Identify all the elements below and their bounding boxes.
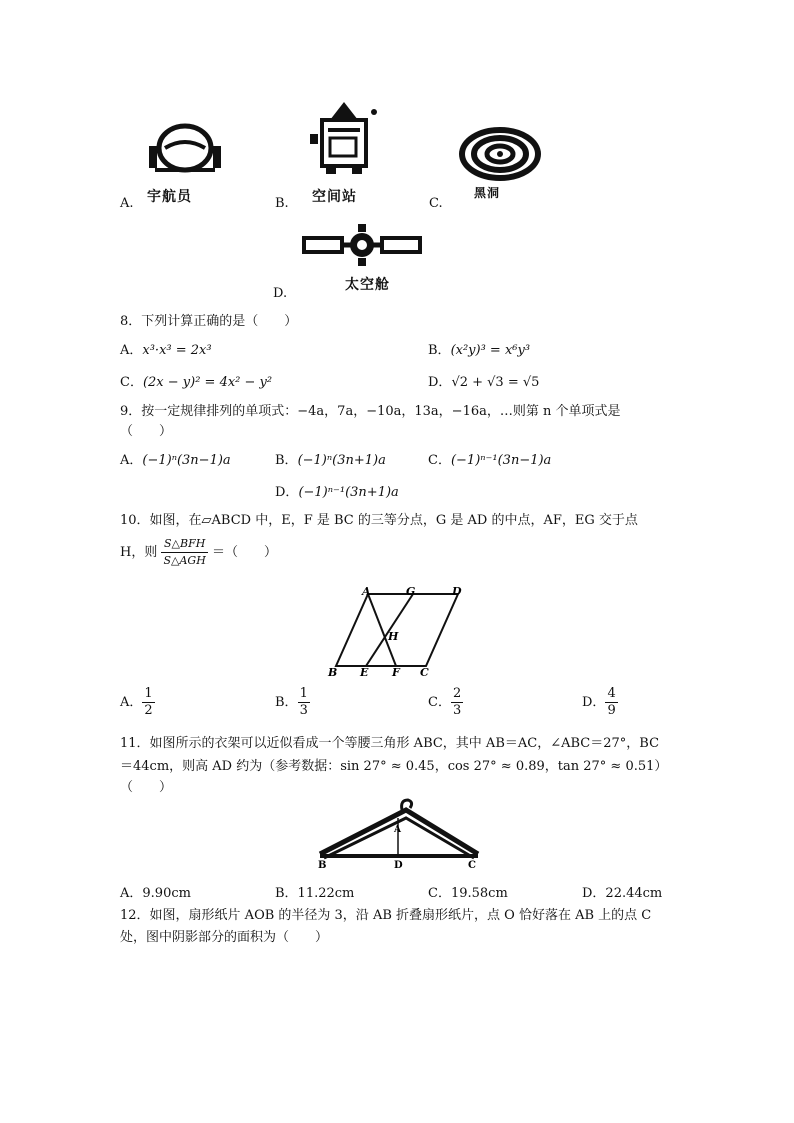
q9-option-b <box>275 449 386 468</box>
q10-c-label: C． <box>428 695 451 710</box>
q7-option-c-label: C. <box>429 196 443 211</box>
q9-b-expr: (−1)ⁿ(3n+1)a <box>297 453 386 468</box>
space-station-icon <box>304 98 384 178</box>
q12-stem-line2: 处，图中阴影部分的面积为（ ） <box>120 930 329 945</box>
q9-a-label: A． <box>120 453 143 468</box>
q10-d-label: D． <box>582 695 606 710</box>
q10-a-den: 2 <box>144 703 153 718</box>
q10-stem-suffix: ＝（ ） <box>211 545 277 560</box>
q9-answer-paren: （ ） <box>120 424 173 439</box>
astronaut-icon <box>145 118 227 180</box>
q8-option-c <box>120 371 272 390</box>
q7-option-d-label: D. <box>273 286 288 301</box>
q11-option-d: D．22.44cm <box>582 886 663 901</box>
q10-option-b <box>275 686 310 719</box>
q8-d-expr: √2 + √3 = √5 <box>451 375 540 390</box>
q10-option-c <box>428 686 463 719</box>
q10-option-d <box>582 686 618 719</box>
q9-c-label: C． <box>428 453 451 468</box>
q11-option-b: B．11.22cm <box>275 886 355 901</box>
q10-point-b: B <box>328 666 338 678</box>
q7-image-b-caption: 空间站 <box>312 189 357 205</box>
space-capsule-icon <box>300 222 424 272</box>
q10-point-c: C <box>420 666 429 678</box>
q10-d-num: 4 <box>607 686 616 701</box>
q10-area-ratio <box>161 536 207 569</box>
q10-point-g: G <box>406 585 416 598</box>
q9-c-expr: (−1)ⁿ⁻¹(3n−1)a <box>450 453 552 468</box>
q10-point-a: A <box>362 585 371 598</box>
q11-point-c: C <box>468 860 476 870</box>
q7-option-b-label: B. <box>275 196 289 211</box>
q10-d-frac <box>605 686 617 719</box>
q7-image-a-caption: 宇航员 <box>147 189 192 205</box>
q8-c-expr: (2x − y)² = 4x² − y² <box>142 375 273 390</box>
q7-option-a-label: A. <box>120 196 134 211</box>
q7-image-d-caption: 太空舱 <box>345 277 390 293</box>
q10-c-den: 3 <box>452 703 462 718</box>
q7-image-c-caption: 黑洞 <box>474 186 501 200</box>
q8-b-label: B． <box>428 343 451 358</box>
q11-point-b: B <box>318 860 327 870</box>
q8-a-label: A． <box>120 343 143 358</box>
q8-d-label: D． <box>428 375 452 390</box>
q10-a-frac <box>142 686 154 719</box>
q8-b-expr: (x²y)³ = x⁶y³ <box>450 343 531 358</box>
q9-d-label: D． <box>275 485 299 500</box>
q11-option-a: A．9.90cm <box>120 886 191 901</box>
q10-c-num: 2 <box>452 686 462 701</box>
q8-c-label: C． <box>120 375 143 390</box>
q11-point-d: D <box>394 860 403 870</box>
q10-b-frac <box>298 686 310 719</box>
black-hole-icon <box>458 124 542 182</box>
q10-c-frac <box>451 686 463 719</box>
q10-stem-line2 <box>120 536 277 569</box>
q10-stem-prefix: H，则 <box>120 545 158 560</box>
q10-b-label: B． <box>275 695 298 710</box>
q10-a-label: A． <box>120 695 143 710</box>
q11-option-c: C．19.58cm <box>428 886 508 901</box>
q11-stem-line2: ＝44cm，则高 AD 约为（参考数据：sin 27° ≈ 0.45，cos 27° ≈ 0.89，tan 27° ≈ 0.51） <box>120 759 668 774</box>
q9-d-expr: (−1)ⁿ⁻¹(3n+1)a <box>298 485 399 500</box>
q11-stem: 11．如图所示的衣架可以近似看成一个等腰三角形 ABC，其中 AB＝AC，∠ABC＝27°，BC <box>120 736 660 751</box>
q8-a-expr: x³·x³ = 2x³ <box>142 343 212 358</box>
q11-hanger-figure <box>310 796 490 870</box>
q10-option-a <box>120 686 155 719</box>
q9-stem: 9．按一定规律排列的单项式：−4a，7a，−10a，13a，−16a，…则第 n 个单项式是 <box>120 404 621 419</box>
q10-a-num: 1 <box>144 686 153 701</box>
q9-option-d <box>275 481 399 500</box>
q9-a-expr: (−1)ⁿ(3n−1)a <box>142 453 231 468</box>
q9-option-c <box>428 449 551 468</box>
q10-parallelogram-figure <box>322 584 472 678</box>
q10-point-e: E <box>360 666 369 678</box>
q8-option-b <box>428 339 530 358</box>
q10-ratio-denominator: S△AGH <box>163 554 206 567</box>
q8-option-d <box>428 371 539 390</box>
q9-option-a <box>120 449 231 468</box>
q10-point-d: D <box>452 585 462 598</box>
q10-b-den: 3 <box>299 703 308 718</box>
q10-d-den: 9 <box>607 703 616 718</box>
q10-point-h: H <box>388 630 399 643</box>
q10-b-num: 1 <box>299 686 308 701</box>
q10-ratio-numerator: S△BFH <box>161 536 207 553</box>
q8-stem: 8．下列计算正确的是（ ） <box>120 314 298 329</box>
q8-option-a <box>120 339 212 358</box>
q11-point-a: A <box>394 825 401 835</box>
q10-point-f: F <box>392 666 400 678</box>
q10-stem: 10．如图，在▱ABCD 中，E，F 是 BC 的三等分点，G 是 AD 的中点，AF，EG 交于点 <box>120 513 638 528</box>
q11-answer-paren: （ ） <box>120 780 173 795</box>
q12-stem: 12．如图，扇形纸片 AOB 的半径为 3，沿 AB 折叠扇形纸片，点 O 恰好落在 AB 上的点 C <box>120 908 652 923</box>
q9-b-label: B． <box>275 453 298 468</box>
